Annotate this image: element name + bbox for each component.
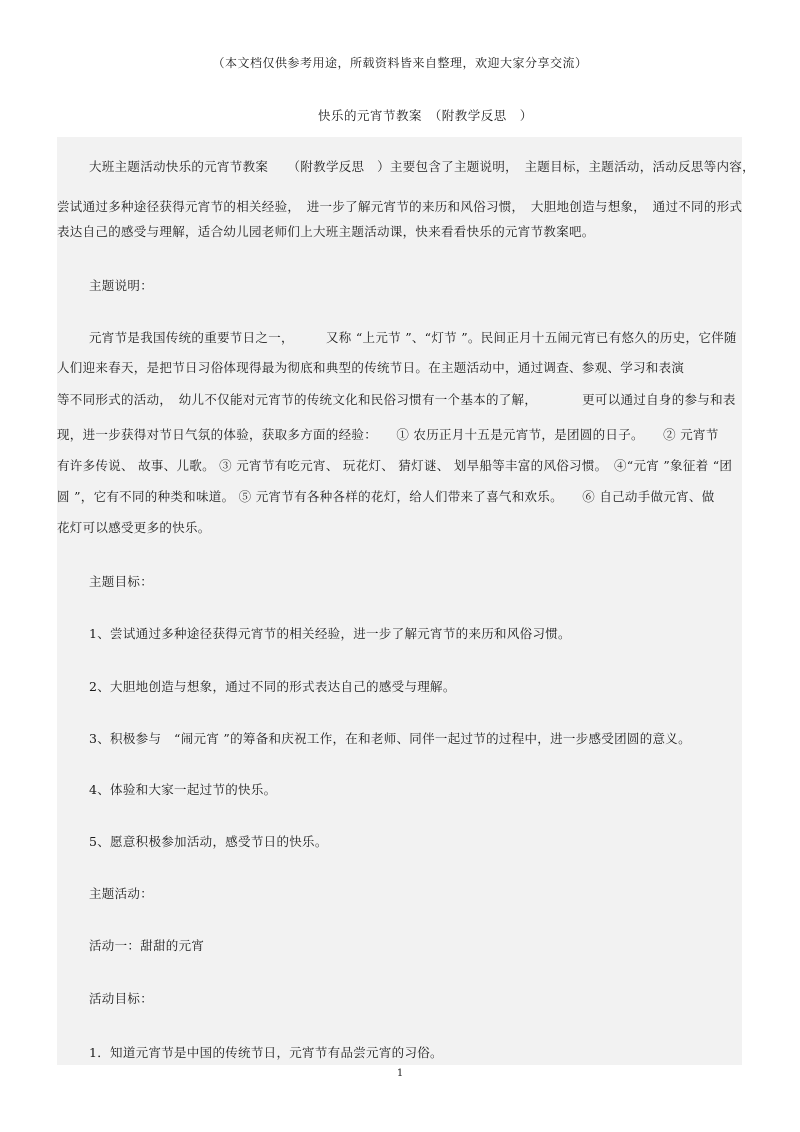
content-box [57, 137, 742, 1065]
activity-goals-heading: 活动目标： [89, 991, 154, 1006]
theme-goal-item: 5、愿意积极参加活动，感受节日的快乐。 [89, 834, 328, 849]
theme-goal-item: 2、大胆地创造与想象，通过不同的形式表达自己的感受与理解。 [89, 679, 456, 694]
theme-activities-heading: 主题活动： [89, 886, 154, 901]
theme-goals-heading: 主题目标： [89, 574, 154, 589]
intro-line: 大班主题活动快乐的元宵节教案 （附教学反思 ）主要包含了主题说明， 主题目标，主题活动，活动反思等内容， [89, 159, 755, 174]
intro-line: 表达自己的感受与理解，适合幼儿园老师们上大班主题活动课，快来看看快乐的元宵节教案吧。 [57, 224, 595, 239]
theme-goal-item: 4、体验和大家一起过节的快乐。 [89, 782, 277, 797]
theme-description-line: 圆 ”，它有不同的种类和味道。 ⑤ 元宵节有各种各样的花灯，给人们带来了喜气和欢乐。 ⑥ 自己动手做元宵、做 [57, 489, 715, 504]
document-title: 快乐的元宵节教案 （附教学反思 ） [318, 108, 533, 123]
page-number: 1 [396, 1068, 404, 1079]
theme-goal-item: 3、积极参与 “闹元宵 ”的筹备和庆祝工作，在和老师、同伴一起过节的过程中，进一步感受团圆的意义。 [89, 731, 691, 746]
intro-line: 尝试通过多种途径获得元宵节的相关经验， 进一步了解元宵节的来历和风俗习惯， 大胆地创造与想象， 通过不同的形式 [57, 199, 743, 214]
theme-goal-item: 1、尝试通过多种途径获得元宵节的相关经验，进一步了解元宵节的来历和风俗习惯。 [89, 626, 571, 641]
activity-title: 活动一：甜甜的元宵 [89, 938, 205, 953]
theme-description-line: 等不同形式的活动， 幼儿不仅能对元宵节的传统文化和民俗习惯有一个基本的了解， 更可以通过自身的参与和表 [57, 392, 736, 407]
theme-description-line: 有许多传说、 故事、儿歌。 ③ 元宵节有吃元宵、 玩花灯、 猜灯谜、 划旱船等丰富的风俗习惯。 ④“元宵 ”象征着 “团 [57, 458, 733, 473]
theme-description-line: 元宵节是我国传统的重要节日之一， 又称 “上元节 ”、“灯节 ”。民间正月十五闹元宵已有悠久的历史，它伴随 [89, 330, 737, 345]
theme-description-line: 花灯可以感受更多的快乐。 [57, 520, 211, 535]
header-note: （本文档仅供参考用途，所载资料皆来自整理，欢迎大家分享交流） [212, 56, 588, 70]
theme-description-line: 现，进一步获得对节日气氛的体验，获取多方面的经验： ① 农历正月十五是元宵节，是团圆的日子。 ② 元宵节 [57, 427, 719, 442]
activity-goal-item: 1．知道元宵节是中国的传统节日，元宵节有品尝元宵的习俗。 [89, 1045, 443, 1060]
theme-description-heading: 主题说明： [89, 278, 154, 293]
theme-description-line: 人们迎来春天，是把节日习俗体现得最为彻底和典型的传统节日。在主题活动中，通过调查、参观、学习和表演 [57, 360, 685, 375]
